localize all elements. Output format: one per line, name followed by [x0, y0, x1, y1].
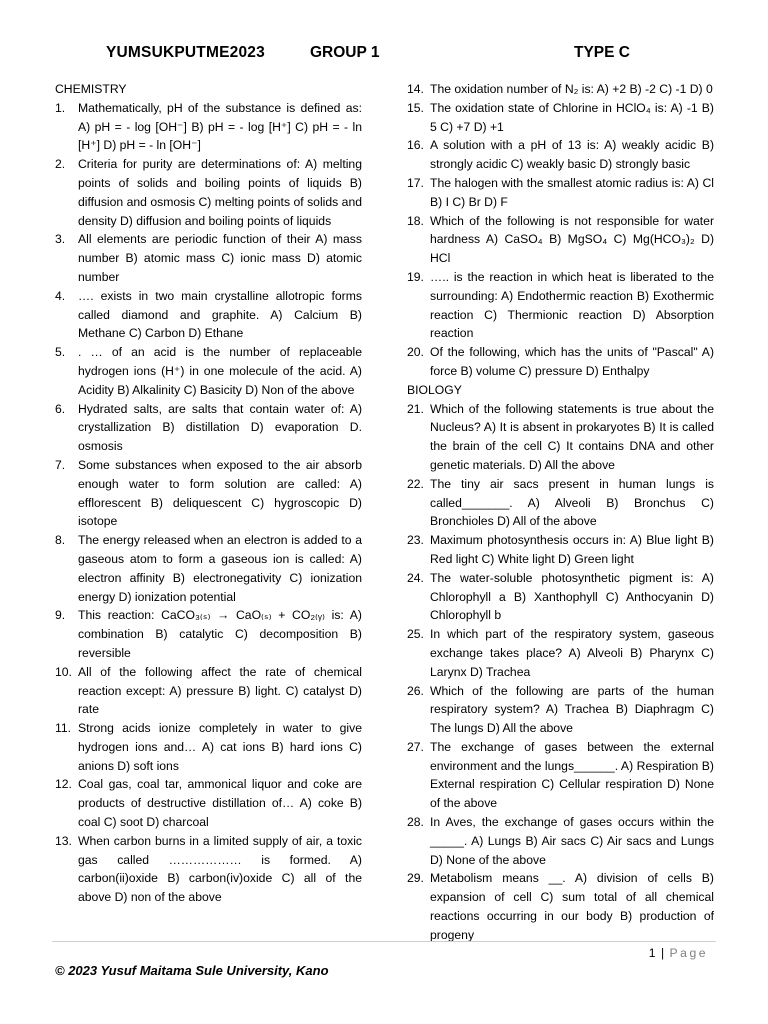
question-text: …. exists in two main crystalline allotropic forms called diamond and graphite. A) Calcium B) Methane C) Carbon D) Ethane — [78, 288, 362, 341]
question-text: Mathematically, pH of the substance is defined as: A) pH = - log [OH⁻] B) pH = - log [H⁺] C) pH = - ln [H⁺] D) pH = - ln [OH⁻] — [78, 100, 362, 153]
question-number: 14. — [407, 82, 424, 96]
question-item — [407, 475, 714, 531]
page-label: Page — [669, 946, 708, 960]
question-number: 2. — [55, 157, 66, 172]
question-item — [407, 136, 714, 174]
question-item — [55, 719, 362, 775]
question-number: 15. — [407, 100, 424, 115]
question-item — [407, 174, 714, 212]
type-label: TYPE C — [574, 44, 630, 61]
question-text: Hydrated salts, are salts that contain water of: A) crystallization B) distillation D) evaporation D. osmosis — [78, 401, 362, 454]
question-number: 12. — [55, 777, 72, 792]
question-item — [407, 400, 714, 475]
page-number — [649, 946, 708, 960]
question-text: The exchange of gases between the external environment and the lungs______. A) Respiration B) External respiration C) Cellular respiration D) None of the above — [430, 739, 714, 811]
question-number: 23. — [407, 533, 424, 548]
question-number: 8. — [55, 533, 66, 548]
question-text: ….. is the reaction in which heat is liberated to the surrounding: A) Endothermic reaction B) Exothermic reaction C) Thermionic reaction D) Absorption reaction — [430, 269, 714, 341]
question-text: The tiny air sacs present in human lungs is called_______. A) Alveoli B) Bronchus C) Bronchioles D) All of the above — [430, 476, 714, 529]
question-item — [55, 99, 362, 155]
question-number: 11. — [55, 721, 72, 736]
question-text: The energy released when an electron is added to a gaseous atom to form a gaseous ion is called: A) electron affinity B) electronegativity C) ionization energy D) ionization potential — [78, 533, 362, 604]
question-text: When carbon burns in a limited supply of air, a toxic gas called ……………… is formed. A) carbon(ii)oxide B) carbon(iv)oxide C) all of the above D) non of the above — [78, 833, 362, 905]
question-number: 1. — [55, 100, 66, 115]
question-item — [407, 268, 714, 343]
question-item — [407, 80, 714, 99]
question-number: 22. — [407, 476, 424, 491]
question-text: Which of the following is not responsible for water hardness A) CaSO₄ B) MgSO₄ C) Mg(HCO₃)₂ D) HCl — [430, 213, 714, 266]
question-text: The water-soluble photosynthetic pigment is: A) Chlorophyll a B) Xanthophyll C) Anthocyanin D) Chlorophyll b — [430, 570, 714, 623]
question-text: All of the following affect the rate of chemical reaction except: A) pressure B) light. C) catalyst D) rate — [78, 664, 362, 717]
question-number: 16. — [407, 138, 424, 153]
question-number: 27. — [407, 739, 424, 754]
question-item — [55, 400, 362, 456]
question-item — [55, 343, 362, 399]
question-text: Metabolism means __. A) division of cells B) expansion of cell C) sum total of all chemical reactions occurring in our body B) production of progeny — [430, 871, 714, 942]
question-text: Strong acids ionize completely in water to give hydrogen ions and… A) cat ions B) hard ions C) anions D) soft ions — [78, 721, 362, 773]
question-item — [55, 832, 362, 907]
question-item — [55, 606, 362, 662]
question-item — [55, 531, 362, 606]
question-number: 26. — [407, 683, 424, 698]
question-text: In which part of the respiratory system, gaseous exchange takes place? A) Alveoli B) Pharynx C) Larynx D) Trachea — [430, 627, 714, 679]
question-text: The oxidation state of Chlorine in HClO₄ is: A) -1 B) 5 C) +7 D) +1 — [430, 100, 714, 134]
question-text: Maximum photosynthesis occurs in: A) Blue light B) Red light C) White light D) Green light — [430, 533, 714, 566]
question-item — [407, 682, 714, 738]
question-number: 13. — [55, 833, 72, 848]
question-text: Which of the following are parts of the human respiratory system? A) Trachea B) Diaphragm C) The lungs D) All the above — [430, 683, 714, 736]
question-number: 10. — [55, 664, 72, 679]
left-column — [55, 80, 362, 907]
question-text: This reaction: CaCO₃₍ₛ₎ → CaO₍ₛ₎ + CO₂₍ᵧ₎ is: A) combination B) catalytic C) decomposition B) reversible — [78, 608, 362, 660]
section-heading-biology: BIOLOGY — [407, 382, 462, 397]
question-item — [407, 99, 714, 137]
question-text: Which of the following statements is true about the Nucleus? A) It is absent in prokaryotes B) It is called the brain of the cell C) It contains DNA and other genetic materials. D) All the above — [430, 401, 714, 472]
question-number: 29. — [407, 871, 424, 886]
question-text: . … of an acid is the number of replaceable hydrogen ions (H⁺) in one molecule of the acid. A) Acidity B) Alkalinity C) Basicity D) Non of the above — [78, 345, 362, 397]
question-number: 4. — [55, 288, 66, 303]
footer-divider — [52, 941, 716, 942]
question-number: 18. — [407, 213, 424, 228]
question-number: 9. — [55, 608, 66, 623]
question-text: Coal gas, coal tar, ammonical liquor and coke are products of destructive distillation of… A) coke B) coal C) soot D) charcoal — [78, 777, 362, 830]
question-item — [407, 212, 714, 268]
question-number: 28. — [407, 815, 424, 830]
question-item — [407, 738, 714, 813]
question-item — [55, 287, 362, 343]
question-item — [407, 625, 714, 681]
question-item — [55, 663, 362, 719]
question-item — [55, 775, 362, 831]
question-number: 19. — [407, 269, 424, 284]
footer-copyright: © 2023 Yusuf Maitama Sule University, Kano — [55, 963, 329, 978]
question-item — [407, 569, 714, 625]
question-text: All elements are periodic function of their A) mass number B) atomic mass C) ionic mass D) atomic number — [78, 232, 362, 284]
question-text: In Aves, the exchange of gases occurs within the _____. A) Lungs B) Air sacs C) Air sacs and Lungs D) None of the above — [430, 815, 714, 867]
group-label: GROUP 1 — [310, 44, 380, 61]
question-item — [55, 155, 362, 230]
question-item — [407, 531, 714, 569]
question-item — [55, 230, 362, 286]
section-heading-chemistry: CHEMISTRY — [55, 82, 127, 96]
page-number-value: 1 — [648, 946, 656, 960]
question-number: 3. — [55, 232, 66, 247]
exam-title: YUMSUKPUTME2023 — [106, 44, 265, 61]
question-item — [55, 456, 362, 531]
question-text: Some substances when exposed to the air absorb enough water to form solution are called: A) efflorescent B) deliquescent C) hygroscopic D) isotope — [78, 457, 362, 529]
question-item — [407, 343, 714, 381]
page-header — [0, 44, 768, 66]
question-number: 20. — [407, 345, 424, 360]
question-text: The oxidation number of N₂ is: A) +2 B) -2 C) -1 D) 0 — [430, 82, 713, 96]
right-column — [407, 80, 714, 945]
question-number: 5. — [55, 345, 66, 360]
page-separator: | — [660, 946, 665, 960]
question-item — [407, 869, 714, 944]
question-text: The halogen with the smallest atomic radius is: A) Cl B) I C) Br D) F — [430, 175, 714, 209]
question-number: 21. — [407, 401, 424, 416]
question-number: 7. — [55, 457, 66, 472]
question-text: A solution with a pH of 13 is: A) weakly acidic B) strongly acidic C) weakly basic D) strongly basic — [430, 138, 714, 172]
question-text: Of the following, which has the units of "Pascal" A) force B) volume C) pressure D) Enthalpy — [430, 345, 714, 378]
question-number: 6. — [55, 401, 66, 416]
question-number: 24. — [407, 570, 424, 585]
question-text: Criteria for purity are determinations of: A) melting points of solids and boiling points of liquids B) diffusion and osmosis C) melting points of solids and density D) diffusion and boiling points of liquids — [78, 157, 362, 228]
question-number: 17. — [407, 175, 424, 190]
question-item — [407, 813, 714, 869]
question-number: 25. — [407, 627, 424, 642]
